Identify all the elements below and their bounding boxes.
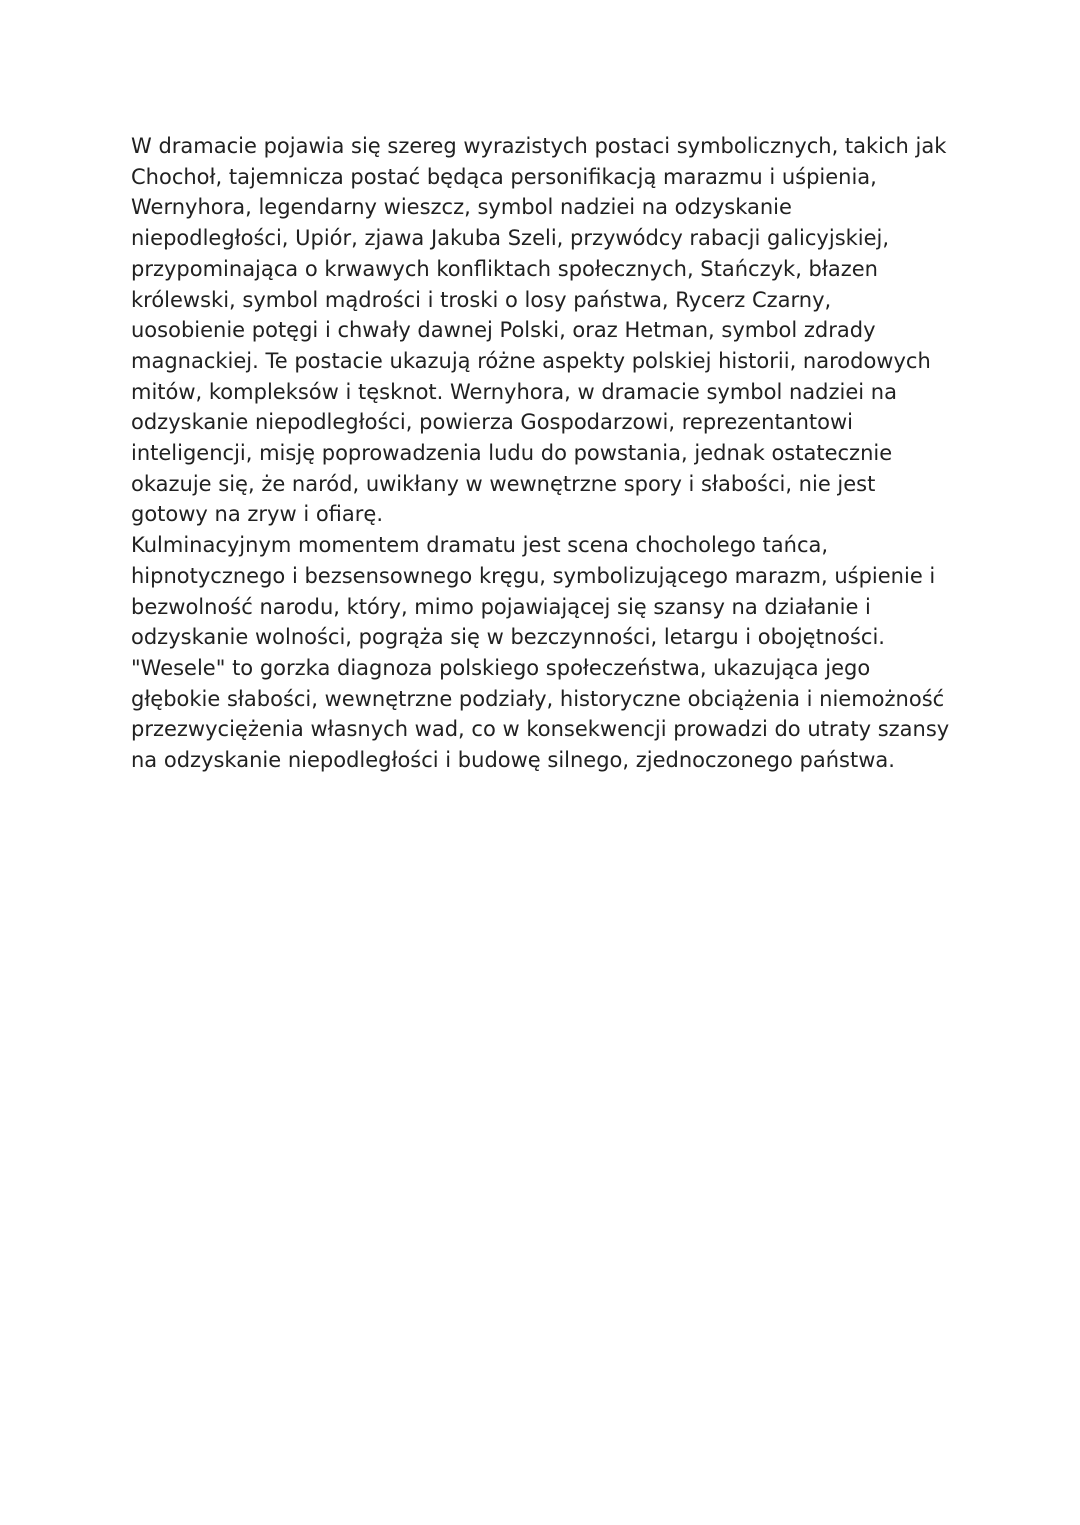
text-line: na odzyskanie niepodległości i budowę silnego, zjednoczonego państwa. bbox=[131, 748, 895, 773]
text-line: głębokie słabości, wewnętrzne podziały, historyczne obciążenia i niemożność bbox=[131, 686, 945, 711]
text-line: przypominająca o krwawych konfliktach społecznych, Stańczyk, błazen bbox=[131, 256, 878, 281]
text-line: okazuje się, że naród, uwikłany w wewnętrzne spory i słabości, nie jest bbox=[131, 471, 876, 496]
text-line: odzyskanie wolności, pogrąża się w bezczynności, letargu i obojętności. bbox=[131, 625, 885, 650]
text-line: odzyskanie niepodległości, powierza Gospodarzowi, reprezentantowi bbox=[131, 410, 853, 435]
text-line: uosobienie potęgi i chwały dawnej Polski, oraz Hetman, symbol zdrady bbox=[131, 318, 876, 343]
text-line: Chochoł, tajemnicza postać będąca personifikacją marazmu i uśpienia, bbox=[131, 164, 877, 189]
body-text-block bbox=[131, 131, 971, 776]
text-line: mitów, kompleksów i tęsknot. Wernyhora, w dramacie symbol nadziei na bbox=[131, 379, 897, 404]
text-line: gotowy na zryw i ofiarę. bbox=[131, 502, 384, 527]
text-line: królewski, symbol mądrości i troski o losy państwa, Rycerz Czarny, bbox=[131, 287, 832, 312]
text-line: "Wesele" to gorzka diagnoza polskiego społeczeństwa, ukazująca jego bbox=[131, 655, 871, 680]
text-line: hipnotycznego i bezsensownego kręgu, symbolizującego marazm, uśpienie i bbox=[131, 563, 936, 588]
text-line: niepodległości, Upiór, zjawa Jakuba Szeli, przywódcy rabacji galicyjskiej, bbox=[131, 226, 890, 251]
text-line: Kulminacyjnym momentem dramatu jest scena chocholego tańca, bbox=[131, 533, 829, 558]
text-line: Wernyhora, legendarny wieszcz, symbol nadziei na odzyskanie bbox=[131, 195, 792, 220]
text-line: W dramacie pojawia się szereg wyrazistych postaci symbolicznych, takich jak bbox=[131, 134, 947, 158]
text-line: inteligencji, misję poprowadzenia ludu do powstania, jednak ostatecznie bbox=[131, 441, 893, 466]
text-line: magnackiej. Te postacie ukazują różne aspekty polskiej historii, narodowych bbox=[131, 348, 931, 373]
text-line: przezwyciężenia własnych wad, co w konsekwencji prowadzi do utraty szansy bbox=[131, 717, 950, 742]
text-line: bezwolność narodu, który, mimo pojawiającej się szansy na działanie i bbox=[131, 594, 871, 619]
